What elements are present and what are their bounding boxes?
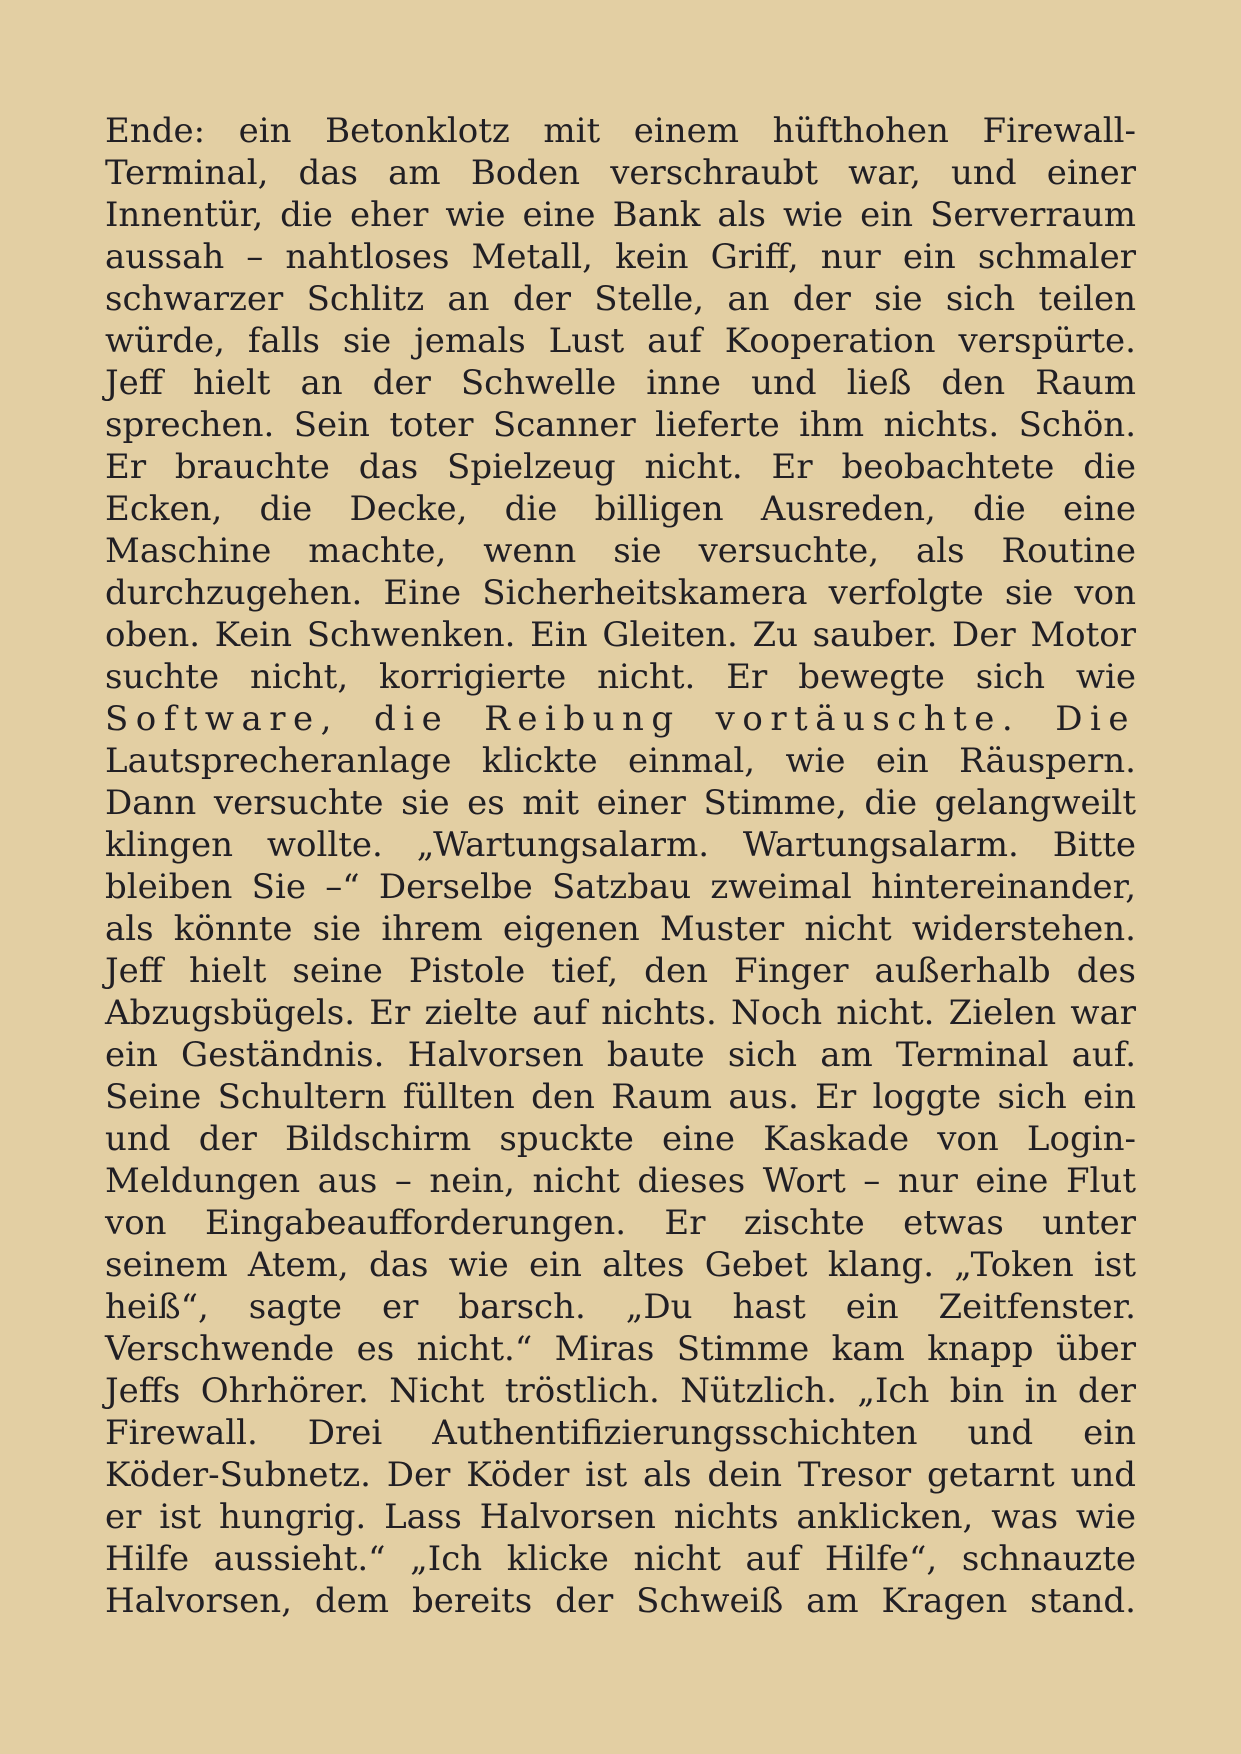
text-line: Ende: ein Betonklotz mit einem hüfthohen Firewall-: [105, 111, 1136, 151]
text-line: Jeff hielt seine Pistole tief, den Finger außerhalb des: [105, 951, 1136, 991]
text-line: Terminal, das am Boden verschraubt war, und einer: [105, 153, 1136, 193]
text-line: als könnte sie ihrem eigenen Muster nicht widerstehen.: [105, 909, 1136, 949]
text-line: Hilfe aussieht.“ „Ich klicke nicht auf Hilfe“, schnauzte: [105, 1539, 1136, 1579]
text-line: Verschwende es nicht.“ Miras Stimme kam knapp über: [105, 1329, 1136, 1369]
text-line: Software, die Reibung vortäuschte. Die: [105, 699, 1136, 739]
text-line: Er brauchte das Spielzeug nicht. Er beobachtete die: [105, 447, 1136, 487]
text-line: Ecken, die Decke, die billigen Ausreden, die eine: [105, 489, 1136, 529]
body-text: [105, 110, 1136, 1622]
text-line: Halvorsen, dem bereits der Schweiß am Kragen stand.: [105, 1581, 1136, 1621]
text-line: würde, falls sie jemals Lust auf Kooperation verspürte.: [105, 321, 1136, 361]
text-line: und der Bildschirm spuckte eine Kaskade von Login-: [105, 1119, 1136, 1159]
text-line: Dann versuchte sie es mit einer Stimme, die gelangweilt: [105, 783, 1136, 823]
text-line: suchte nicht, korrigierte nicht. Er bewegte sich wie: [105, 657, 1136, 697]
text-line: heiß“, sagte er barsch. „Du hast ein Zeitfenster.: [105, 1287, 1136, 1327]
text-line: Maschine machte, wenn sie versuchte, als Routine: [105, 531, 1136, 571]
text-line: seinem Atem, das wie ein altes Gebet klang. „Token ist: [105, 1245, 1136, 1285]
text-line: von Eingabeaufforderungen. Er zischte etwas unter: [105, 1203, 1136, 1243]
text-line: Abzugsbügels. Er zielte auf nichts. Noch nicht. Zielen war: [105, 993, 1136, 1033]
text-line: klingen wollte. „Wartungsalarm. Wartungsalarm. Bitte: [105, 825, 1136, 865]
text-line: sprechen. Sein toter Scanner lieferte ihm nichts. Schön.: [105, 405, 1136, 445]
text-line: Jeffs Ohrhörer. Nicht tröstlich. Nützlich. „Ich bin in der: [105, 1371, 1136, 1411]
text-line: Firewall. Drei Authentifizierungsschichten und ein: [105, 1413, 1136, 1453]
text-line: ein Geständnis. Halvorsen baute sich am Terminal auf.: [105, 1035, 1136, 1075]
text-line: oben. Kein Schwenken. Ein Gleiten. Zu sauber. Der Motor: [105, 615, 1136, 655]
text-line: schwarzer Schlitz an der Stelle, an der sie sich teilen: [105, 279, 1136, 319]
text-line: Meldungen aus – nein, nicht dieses Wort – nur eine Flut: [105, 1161, 1136, 1201]
text-line: durchzugehen. Eine Sicherheitskamera verfolgte sie von: [105, 573, 1136, 613]
text-line: Jeff hielt an der Schwelle inne und ließ den Raum: [105, 363, 1136, 403]
text-line: Köder-Subnetz. Der Köder ist als dein Tresor getarnt und: [105, 1455, 1136, 1495]
text-line: Seine Schultern füllten den Raum aus. Er loggte sich ein: [105, 1077, 1136, 1117]
text-line: Innentür, die eher wie eine Bank als wie ein Serverraum: [105, 195, 1136, 235]
text-line: bleiben Sie –“ Derselbe Satzbau zweimal hintereinander,: [105, 867, 1136, 907]
text-line: Lautsprecheranlage klickte einmal, wie ein Räuspern.: [105, 741, 1136, 781]
text-line: er ist hungrig. Lass Halvorsen nichts anklicken, was wie: [105, 1497, 1136, 1537]
text-line: aussah – nahtloses Metall, kein Griff, nur ein schmaler: [105, 237, 1136, 277]
